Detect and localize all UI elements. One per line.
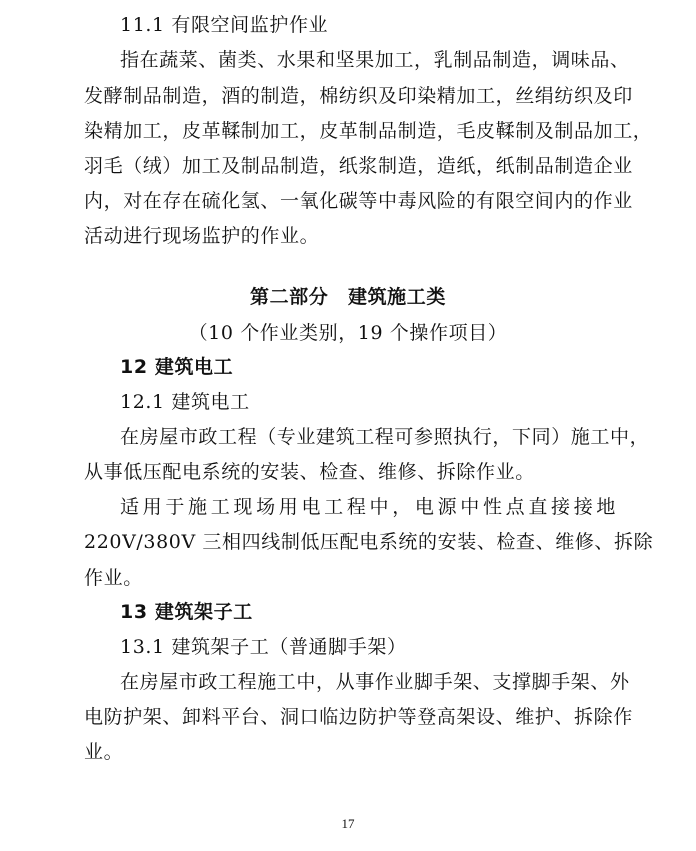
section-11-1-line-3: 染精加工，皮革鞣制加工，皮革制品制造，毛皮鞣制及制品加工，	[84, 120, 653, 142]
section-11-1-line-6: 活动进行现场监护的作业。	[84, 225, 320, 247]
section-13-para1-line-3: 业。	[84, 741, 124, 763]
section-12-para2-line-3: 作业。	[84, 567, 143, 589]
section-12-para1-line-1: 在房屋市政工程（专业建筑工程可参照执行，下同）施工中，	[120, 426, 650, 448]
section-12-para1-line-2: 从事低压配电系统的安装、检查、维修、拆除作业。	[84, 461, 535, 483]
section-12-heading: 12 建筑电工	[120, 356, 234, 378]
section-12-para2-line-1: 适用于施工现场用电工程中，电源中性点直接接地	[120, 496, 616, 518]
section-13-1-heading: 13.1 建筑架子工（普通脚手架）	[120, 636, 407, 658]
section-11-1-line-2: 发酵制品制造，酒的制造，棉纺织及印染精加工，丝绢纺织及印	[84, 85, 633, 107]
section-12-1-heading: 12.1 建筑电工	[120, 391, 250, 413]
section-11-1-line-4: 羽毛（绒）加工及制品制造，纸浆制造，造纸，纸制品制造企业	[84, 155, 633, 177]
section-13-heading: 13 建筑架子工	[120, 601, 253, 623]
part-title: 第二部分 建筑施工类	[249, 286, 446, 308]
section-11-1-heading: 11.1 有限空间监护作业	[120, 14, 329, 36]
page-number: 17	[341, 816, 355, 831]
part-subtitle: （10 个作业类别，19 个操作项目）	[188, 322, 508, 344]
section-11-1-line-1: 指在蔬菜、菌类、水果和坚果加工，乳制品制造，调味品、	[120, 49, 630, 71]
section-12-para2-line-2: 220V/380V 三相四线制低压配电系统的安装、检查、维修、拆除	[84, 531, 654, 553]
section-13-para1-line-2: 电防护架、卸料平台、洞口临边防护等登高架设、维护、拆除作	[84, 706, 633, 728]
section-11-1-line-5: 内，对在存在硫化氢、一氧化碳等中毒风险的有限空间内的作业	[84, 190, 633, 212]
section-13-para1-line-1: 在房屋市政工程施工中，从事作业脚手架、支撑脚手架、外	[120, 671, 630, 693]
